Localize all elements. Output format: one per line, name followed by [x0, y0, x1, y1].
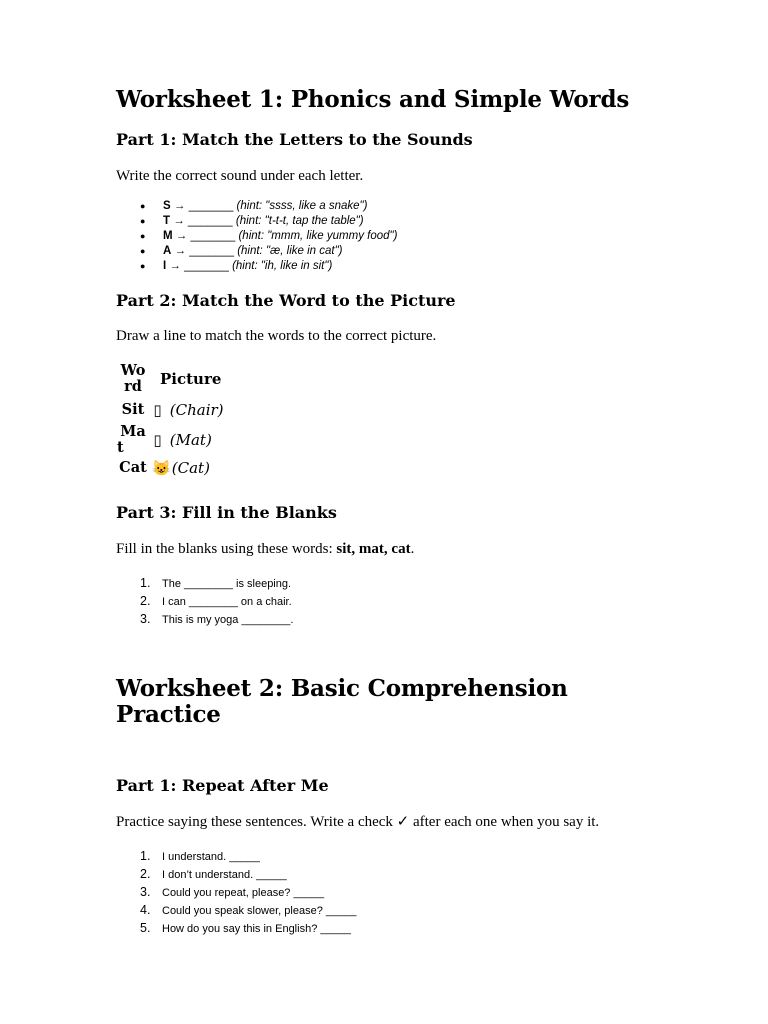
list-item: ● A → _______ (hint: "æ, like in cat"): [140, 245, 343, 257]
picture-cell: ▯ (Mat): [150, 431, 212, 449]
list-item: ● M → _______ (hint: "mmm, like yummy food"): [140, 230, 398, 242]
chair-icon: ▯: [153, 400, 162, 419]
bullet-icon: ●: [140, 261, 146, 271]
list-item: 1. I understand. _____: [140, 849, 260, 863]
worksheet2-title: Worksheet 2: Basic Comprehension Practice: [116, 675, 568, 728]
list-item: ● T → _______ (hint: "t-t-t, tap the table"): [140, 215, 364, 227]
ws1-part3-heading: Part 3: Fill in the Blanks: [116, 503, 337, 522]
list-item: 3. This is my yoga ________.: [140, 612, 294, 626]
word-picture-table: [116, 362, 224, 479]
worksheet1-title: Worksheet 1: Phonics and Simple Words: [116, 86, 630, 113]
repeat-sentence-list: [140, 847, 356, 937]
ws1-part2-heading: Part 2: Match the Word to the Picture: [116, 291, 456, 310]
cat-icon: 😺: [152, 459, 171, 477]
bullet-icon: ●: [140, 231, 146, 241]
list-item: 2. I don’t understand. _____: [140, 867, 287, 881]
letter-sound-list: [140, 199, 397, 274]
table-row: [116, 396, 224, 423]
word-cell: Ma t: [117, 423, 146, 456]
mat-icon: ▯: [153, 431, 162, 449]
ws1-part3-instruction: Fill in the blanks using these words: sit, mat, cat.: [116, 541, 415, 557]
table-row: [116, 457, 224, 479]
list-item: 1. The ________ is sleeping.: [140, 576, 292, 590]
picture-cell: ▯ (Chair): [150, 401, 224, 419]
picture-cell: 😺 (Cat): [152, 459, 210, 477]
ws2-part1-heading: Part 1: Repeat After Me: [116, 776, 329, 795]
ws1-part1-instruction: Write the correct sound under each letter.: [116, 168, 364, 184]
column-header-word: Wo rd: [120, 362, 146, 395]
word-cell: Sit: [121, 400, 145, 418]
bullet-icon: ●: [140, 201, 146, 211]
ws1-part2-instruction: Draw a line to match the words to the correct picture.: [116, 328, 437, 344]
list-item: ● S → _______ (hint: "ssss, like a snake"): [140, 200, 368, 212]
list-item: 4. Could you speak slower, please? _____: [140, 903, 357, 917]
ws1-part1-heading: Part 1: Match the Letters to the Sounds: [116, 130, 473, 149]
list-item: 3. Could you repeat, please? _____: [140, 885, 325, 899]
column-header-picture: Picture: [160, 370, 222, 388]
word-cell: Cat: [119, 459, 147, 476]
ws2-part1-instruction: Practice saying these sentences. Write a check ✓ after each one when you say it.: [116, 814, 600, 830]
list-item: 2. I can ________ on a chair.: [140, 594, 292, 608]
fill-blank-list: [140, 574, 293, 628]
list-item: ● I → _______ (hint: "ih, like in sit"): [140, 260, 333, 272]
table-header-row: [116, 362, 224, 396]
bullet-icon: ●: [140, 216, 146, 226]
list-item: 5. How do you say this in English? _____: [140, 921, 351, 935]
table-row: [116, 423, 224, 457]
bullet-icon: ●: [140, 246, 146, 256]
